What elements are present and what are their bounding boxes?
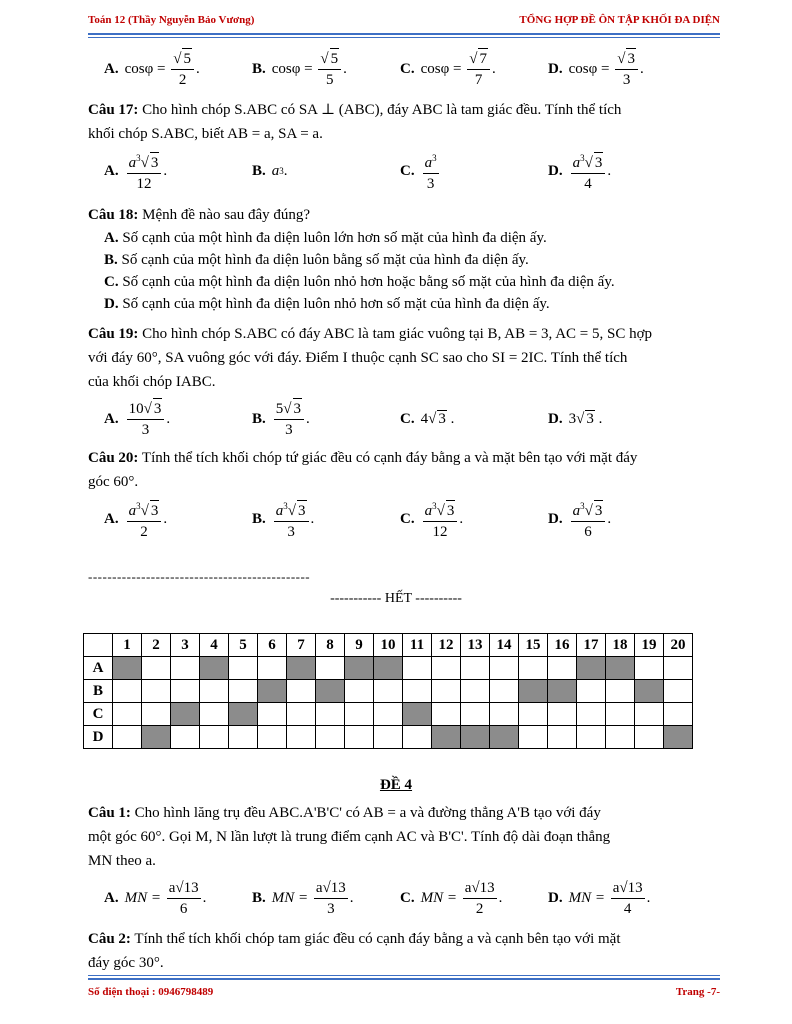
q16-option-d: D. cosφ = $\frac{√ 3}{3}$ . bbox=[532, 48, 680, 90]
q18-label: Câu 18: bbox=[88, 207, 139, 223]
answer-cell bbox=[258, 703, 287, 726]
answer-cell bbox=[287, 726, 316, 749]
q20-label: Câu 20: bbox=[88, 450, 139, 466]
table-column-header: 17 bbox=[577, 634, 606, 657]
de4-q1-line1: Cho hình lăng trụ đều ABC.A'B'C' có AB = a và đường thẳng A'B tạo với đáy bbox=[134, 805, 601, 821]
answer-cell bbox=[113, 680, 142, 703]
q20-options bbox=[88, 494, 720, 544]
answer-cell bbox=[374, 680, 403, 703]
q17-option-a: A. $\frac{a^3√ 3}{12}$ . bbox=[88, 148, 236, 194]
question-17 bbox=[88, 98, 720, 196]
de4-q1-options bbox=[88, 873, 720, 923]
answer-cell bbox=[142, 726, 171, 749]
answer-cell bbox=[432, 680, 461, 703]
q17-line2: khối chóp S.ABC, biết AB = a, SA = a. bbox=[88, 126, 323, 142]
answer-cell bbox=[664, 680, 693, 703]
answer-cell bbox=[345, 726, 374, 749]
answer-cell bbox=[490, 703, 519, 726]
answer-cell bbox=[142, 680, 171, 703]
answer-cell bbox=[461, 680, 490, 703]
q20-option-d: D. $\frac{a^3√ 3}{6}$ . bbox=[532, 496, 680, 542]
answer-cell bbox=[548, 657, 577, 680]
answer-cell bbox=[432, 726, 461, 749]
table-row bbox=[84, 680, 693, 703]
q18-choices bbox=[88, 227, 720, 315]
q18-text: Mệnh đề nào sau đây đúng? bbox=[142, 207, 311, 223]
table-column-header: 11 bbox=[403, 634, 432, 657]
answer-cell bbox=[490, 680, 519, 703]
answer-table bbox=[83, 633, 693, 749]
answer-cell bbox=[316, 703, 345, 726]
de4-q2-label: Câu 2: bbox=[88, 931, 131, 947]
q16-option-a: A. cosφ = $\frac{√ 5}{2}$ . bbox=[88, 48, 236, 90]
answer-cell bbox=[113, 657, 142, 680]
answer-cell bbox=[403, 703, 432, 726]
answer-cell bbox=[432, 703, 461, 726]
q19-line1: Cho hình chóp S.ABC có đáy ABC là tam giác vuông tại B, AB = 3, AC = 5, SC hợp bbox=[142, 326, 653, 342]
q20-line2: góc 60°. bbox=[88, 474, 139, 490]
q19-line2: với đáy 60°, SA vuông góc với đáy. Điểm I thuộc cạnh SC sao cho SI = 2IC. Tính thể tích bbox=[88, 350, 628, 366]
answer-cell bbox=[229, 726, 258, 749]
table-column-header: 9 bbox=[345, 634, 374, 657]
answer-cell bbox=[258, 657, 287, 680]
table-column-header: 14 bbox=[490, 634, 519, 657]
header-rule-thin bbox=[88, 37, 720, 38]
answer-cell bbox=[519, 657, 548, 680]
answer-cell bbox=[287, 680, 316, 703]
table-column-header: 1 bbox=[113, 634, 142, 657]
q19-option-a: A. $\frac{10√ 3}{3}$ . bbox=[88, 398, 236, 440]
answer-cell bbox=[171, 726, 200, 749]
answer-cell bbox=[171, 703, 200, 726]
q19-label: Câu 19: bbox=[88, 326, 139, 342]
table-column-header: 15 bbox=[519, 634, 548, 657]
de4-q2-line2: đáy góc 30°. bbox=[88, 955, 164, 971]
answer-cell bbox=[548, 680, 577, 703]
q17-option-d: D. $\frac{a^3√ 3}{4}$ . bbox=[532, 148, 680, 194]
footer-rule bbox=[88, 978, 720, 980]
table-row bbox=[84, 726, 693, 749]
answer-cell bbox=[345, 680, 374, 703]
table-column-header: 12 bbox=[432, 634, 461, 657]
de4-q1-label: Câu 1: bbox=[88, 805, 131, 821]
answer-cell bbox=[403, 657, 432, 680]
answer-cell bbox=[287, 657, 316, 680]
answer-cell bbox=[635, 703, 664, 726]
q19-option-d: D. 3√ 3 . bbox=[548, 410, 603, 427]
q17-label: Câu 17: bbox=[88, 102, 139, 118]
header-left: Toán 12 (Thầy Nguyễn Bảo Vương) bbox=[88, 14, 255, 26]
q16-option-c: C. cosφ = $\frac{√ 7}{7}$ . bbox=[384, 48, 532, 90]
answer-cell bbox=[461, 726, 490, 749]
q18-choice-a: A. Số cạnh của một hình đa diện luôn lớn hơn số mặt của hình đa diện ấy. bbox=[104, 230, 547, 246]
q19-option-b: B. $\frac{5√ 3}{3}$ . bbox=[236, 398, 384, 440]
answer-cell bbox=[461, 657, 490, 680]
answer-cell bbox=[432, 657, 461, 680]
answer-cell bbox=[577, 703, 606, 726]
answer-cell bbox=[635, 657, 664, 680]
q17-options bbox=[88, 146, 720, 196]
question-19 bbox=[88, 322, 720, 444]
table-column-header: 20 bbox=[664, 634, 693, 657]
table-column-header: 10 bbox=[374, 634, 403, 657]
table-row-header: A bbox=[84, 657, 113, 680]
footer-rule-thin bbox=[88, 975, 720, 976]
table-column-header: 13 bbox=[461, 634, 490, 657]
answer-cell bbox=[403, 726, 432, 749]
de4-q1-line2: một góc 60°. Gọi M, N lần lượt là trung điểm cạnh AC và B'C'. Tính độ dài đoạn thẳng bbox=[88, 829, 611, 845]
table-column-header: 19 bbox=[635, 634, 664, 657]
q17-option-b: B. a 3 . bbox=[252, 162, 288, 179]
table-column-header: 8 bbox=[316, 634, 345, 657]
answer-cell bbox=[229, 657, 258, 680]
answer-cell bbox=[664, 726, 693, 749]
q19-option-c: C. 4√ 3 . bbox=[400, 410, 455, 427]
answer-cell bbox=[374, 657, 403, 680]
de4-q1-option-a: A. MN = $\frac{a√13}{6}$ . bbox=[104, 879, 207, 917]
de4-title: ĐỀ 4 bbox=[379, 777, 413, 793]
de4-question-1 bbox=[88, 801, 720, 923]
answer-cell bbox=[200, 680, 229, 703]
answer-cell bbox=[606, 703, 635, 726]
answer-cell bbox=[113, 703, 142, 726]
answer-cell bbox=[519, 703, 548, 726]
table-column-header: 18 bbox=[606, 634, 635, 657]
table-column-header: 2 bbox=[142, 634, 171, 657]
answer-cell bbox=[606, 657, 635, 680]
q19-options bbox=[88, 394, 720, 444]
table-corner bbox=[84, 634, 113, 657]
answer-cell bbox=[577, 657, 606, 680]
q20-option-a: A. $\frac{a^3√ 3}{2}$ . bbox=[88, 496, 236, 542]
answer-cell bbox=[345, 657, 374, 680]
de4-q1-option-b: B. MN = $\frac{a√13}{3}$ . bbox=[252, 879, 354, 917]
q20-option-b: B. $\frac{a^3√ 3}{3}$ . bbox=[236, 496, 384, 542]
answer-cell bbox=[664, 657, 693, 680]
q19-line3: của khối chóp IABC. bbox=[88, 374, 216, 390]
answer-cell bbox=[606, 726, 635, 749]
section-divider: ---------------------------------------------- bbox=[88, 569, 311, 584]
answer-cell bbox=[171, 657, 200, 680]
q18-choice-b: B. Số cạnh của một hình đa diện luôn bằng số mặt của hình đa diện ấy. bbox=[104, 252, 529, 268]
table-row bbox=[84, 703, 693, 726]
answer-cell bbox=[258, 680, 287, 703]
answer-cell bbox=[635, 680, 664, 703]
answer-cell bbox=[229, 703, 258, 726]
q16-option-b: B. cosφ = $\frac{√ 5}{5}$ . bbox=[236, 48, 384, 90]
answer-cell bbox=[345, 703, 374, 726]
table-row-header: C bbox=[84, 703, 113, 726]
question-18 bbox=[88, 203, 720, 315]
answer-cell bbox=[316, 657, 345, 680]
de4-q1-option-c: C. MN = $\frac{a√13}{2}$ . bbox=[400, 879, 503, 917]
table-column-header: 3 bbox=[171, 634, 200, 657]
footer-page-number: Trang -7- bbox=[675, 986, 720, 998]
answer-cell bbox=[229, 680, 258, 703]
answer-cell bbox=[606, 680, 635, 703]
answer-cell bbox=[577, 726, 606, 749]
answer-cell bbox=[200, 703, 229, 726]
answer-cell bbox=[113, 726, 142, 749]
page-header bbox=[88, 14, 720, 32]
answer-cell bbox=[461, 703, 490, 726]
answer-cell bbox=[664, 703, 693, 726]
answer-cell bbox=[258, 726, 287, 749]
de4-q1-option-d: D. MN = $\frac{a√13}{4}$ . bbox=[548, 879, 651, 917]
answer-cell bbox=[200, 657, 229, 680]
answer-cell bbox=[490, 657, 519, 680]
table-column-header: 16 bbox=[548, 634, 577, 657]
answer-cell bbox=[635, 726, 664, 749]
header-rule bbox=[88, 33, 720, 35]
answer-cell bbox=[316, 680, 345, 703]
end-marker: ----------- HẾT ---------- bbox=[330, 591, 462, 606]
answer-cell bbox=[490, 726, 519, 749]
answer-cell bbox=[577, 680, 606, 703]
answer-cell bbox=[519, 726, 548, 749]
answer-cell bbox=[374, 726, 403, 749]
answer-cell bbox=[142, 703, 171, 726]
q16-options bbox=[88, 44, 720, 94]
header-right: TỔNG HỢP ĐỀ ÔN TẬP KHỐI ĐA DIỆN bbox=[519, 14, 720, 26]
question-20 bbox=[88, 446, 720, 544]
de4-question-2 bbox=[88, 927, 720, 975]
q17-option-c: C. $\frac{a^3}{3}$ bbox=[384, 148, 532, 194]
q20-line1: Tính thể tích khối chóp tứ giác đều có cạnh đáy bằng a và mặt bên tạo với mặt đáy bbox=[141, 450, 638, 466]
table-column-header: 5 bbox=[229, 634, 258, 657]
footer-phone: Số điện thoại : 0946798489 bbox=[88, 986, 214, 998]
de4-q2-line1: Tính thể tích khối chóp tam giác đều có cạnh đáy bằng a và cạnh bên tạo với mặt bbox=[134, 931, 621, 947]
table-column-header: 6 bbox=[258, 634, 287, 657]
answer-cell bbox=[142, 657, 171, 680]
table-row bbox=[84, 657, 693, 680]
de4-q1-line3: MN theo a. bbox=[88, 853, 156, 869]
answer-cell bbox=[287, 703, 316, 726]
table-row-header: D bbox=[84, 726, 113, 749]
answer-cell bbox=[374, 703, 403, 726]
answer-cell bbox=[548, 703, 577, 726]
q18-choice-c: C. Số cạnh của một hình đa diện luôn nhỏ hơn hoặc bằng số mặt của hình đa diện ấy. bbox=[104, 274, 615, 290]
q17-line1: Cho hình chóp S.ABC có SA ⊥ (ABC), đáy ABC là tam giác đều. Tính thể tích bbox=[142, 102, 622, 118]
table-column-header: 7 bbox=[287, 634, 316, 657]
answer-cell bbox=[171, 680, 200, 703]
q20-option-c: C. $\frac{a^3√ 3}{12}$ . bbox=[384, 496, 532, 542]
table-row-header: B bbox=[84, 680, 113, 703]
answer-cell bbox=[403, 680, 432, 703]
q18-choice-d: D. Số cạnh của một hình đa diện luôn nhỏ hơn số mặt của hình đa diện ấy. bbox=[104, 296, 550, 312]
table-column-header: 4 bbox=[200, 634, 229, 657]
answer-cell bbox=[316, 726, 345, 749]
answer-cell bbox=[200, 726, 229, 749]
answer-cell bbox=[519, 680, 548, 703]
answer-cell bbox=[548, 726, 577, 749]
